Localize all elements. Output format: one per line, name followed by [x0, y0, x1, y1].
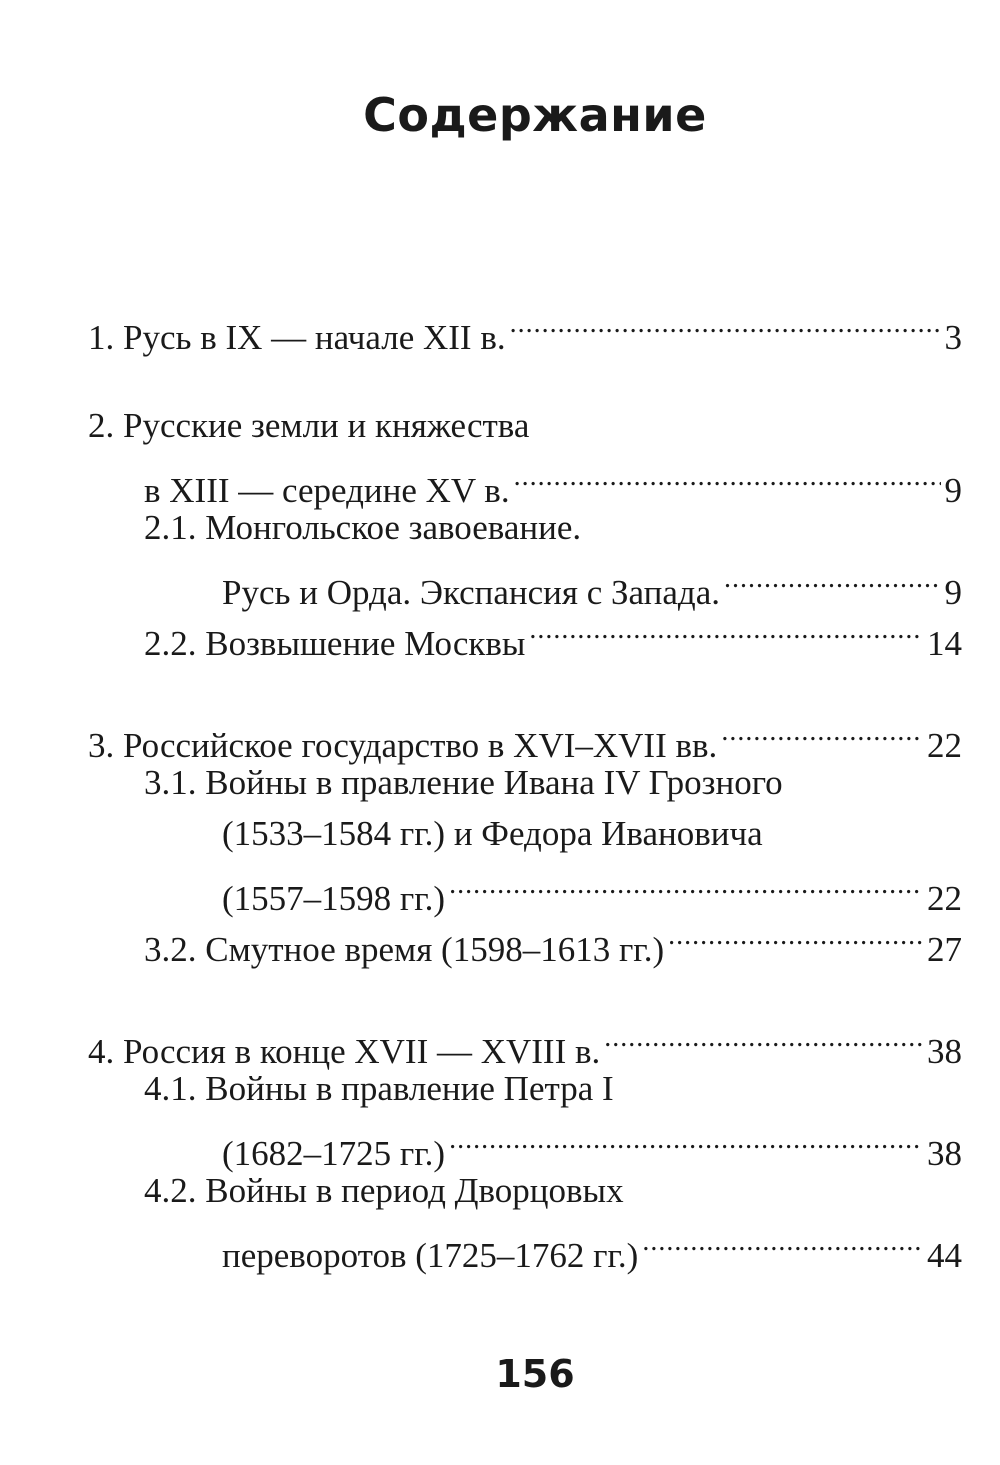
toc-entry-4[interactable]: [88, 1012, 962, 1071]
toc-entry-text: 2.1. Монгольское завоевание.: [144, 508, 582, 547]
toc-page-number: 27: [927, 930, 962, 969]
dot-leader: [514, 451, 941, 502]
page-number: 156: [495, 1352, 575, 1396]
toc-entry-4-1[interactable]: [88, 1063, 962, 1114]
toc-entry-text: 4.1. Войны в правление Петра I: [144, 1069, 614, 1108]
toc-entry-text: 3. Российское государство в XVI–XVII вв.: [88, 726, 718, 765]
dot-leader: [668, 910, 923, 961]
toc-entry-3-1-cont[interactable]: [88, 808, 962, 859]
toc-entry-text: 2.2. Возвышение Москвы: [144, 624, 526, 663]
toc-page-number: 14: [927, 624, 962, 663]
toc-entry-text: Русь и Орда. Экспансия с Запада.: [222, 573, 720, 612]
toc-entry-text: (1682–1725 гг.): [222, 1134, 446, 1173]
dot-leader: [642, 1216, 923, 1267]
table-of-contents: [88, 298, 962, 1275]
toc-page-number: 3: [944, 318, 962, 357]
toc-page-number: 38: [927, 1134, 962, 1173]
page-title: Содержание: [363, 88, 707, 142]
toc-entry-text: 4. Россия в конце XVII — XVIII в.: [88, 1032, 601, 1071]
toc-entry-2-1-cont[interactable]: [88, 553, 962, 612]
toc-entry-3[interactable]: [88, 706, 962, 765]
toc-entry-2-1[interactable]: [88, 502, 962, 553]
toc-page-number: 44: [927, 1236, 962, 1275]
dot-leader: [529, 604, 923, 655]
toc-entry-3-2[interactable]: [88, 910, 962, 969]
dot-leader: [604, 1012, 923, 1063]
toc-entry-text: (1557–1598 гг.): [222, 879, 446, 918]
toc-entry-2-cont[interactable]: [88, 451, 962, 510]
toc-page-number: 9: [944, 573, 962, 612]
toc-entry-text: 3.1. Войны в правление Ивана IV Грозного: [144, 763, 783, 802]
toc-entry-text: 2. Русские земли и княжества: [88, 406, 530, 445]
toc-entry-4-2-cont[interactable]: [88, 1216, 962, 1275]
toc-entry-text: переворотов (1725–1762 гг.): [222, 1236, 639, 1275]
toc-entry-3-1-cont-2[interactable]: [88, 859, 962, 918]
toc-page-number: 22: [927, 879, 962, 918]
dot-leader: [449, 1114, 923, 1165]
toc-entry-4-2[interactable]: [88, 1165, 962, 1216]
dot-leader: [721, 706, 923, 757]
toc-entry-3-1[interactable]: [88, 757, 962, 808]
toc-page-number: 22: [927, 726, 962, 765]
dot-leader: [724, 553, 941, 604]
dot-leader: [510, 298, 941, 349]
toc-page-number: 38: [927, 1032, 962, 1071]
toc-entry-text: (1533–1584 гг.) и Федора Ивановича: [222, 814, 763, 853]
toc-entry-text: 4.2. Войны в период Дворцовых: [144, 1171, 624, 1210]
toc-page-number: 9: [944, 471, 962, 510]
toc-entry-text: 1. Русь в IX — начале XII в.: [88, 318, 506, 357]
toc-entry-1[interactable]: [88, 298, 962, 357]
toc-entry-text: в XIII — середине XV в.: [144, 471, 510, 510]
dot-leader: [449, 859, 923, 910]
toc-entry-4-1-cont[interactable]: [88, 1114, 962, 1173]
toc-entry-text: 3.2. Смутное время (1598–1613 гг.): [144, 930, 665, 969]
toc-entry-2[interactable]: [88, 400, 962, 451]
